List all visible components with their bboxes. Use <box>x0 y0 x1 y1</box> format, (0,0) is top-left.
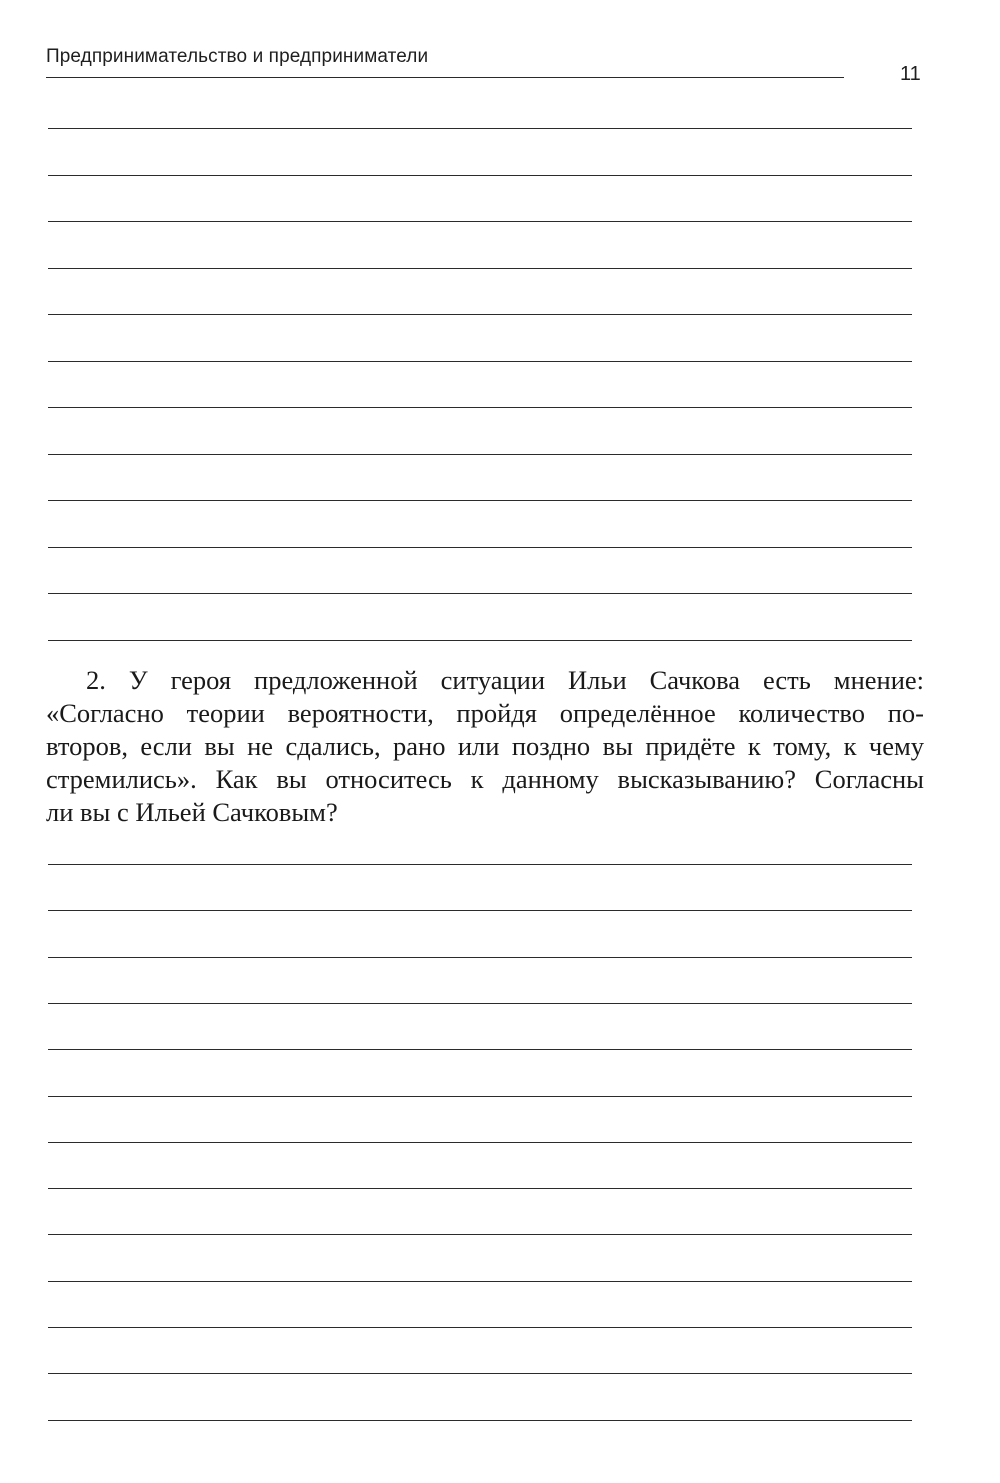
answer-line[interactable] <box>48 128 912 129</box>
answer-line[interactable] <box>48 175 912 176</box>
question-line: второв, если вы не сдались, рано или поздно вы придёте к тому, к чему <box>46 731 924 761</box>
question-2 <box>46 664 924 829</box>
answer-line[interactable] <box>48 268 912 269</box>
answer-line[interactable] <box>48 593 912 594</box>
answer-line[interactable] <box>48 1142 912 1143</box>
page-number: 11 <box>900 63 921 85</box>
answer-line[interactable] <box>48 1281 912 1282</box>
answer-line[interactable] <box>48 361 912 362</box>
answer-line[interactable] <box>48 1188 912 1189</box>
answer-line[interactable] <box>48 640 912 641</box>
answer-line[interactable] <box>48 957 912 958</box>
answer-line[interactable] <box>48 407 912 408</box>
answer-line[interactable] <box>48 864 912 865</box>
answer-line[interactable] <box>48 500 912 501</box>
answer-line[interactable] <box>48 547 912 548</box>
answer-line[interactable] <box>48 454 912 455</box>
question-line: стремились». Как вы относитесь к данному высказыванию? Согласны <box>46 764 924 794</box>
answer-line[interactable] <box>48 1373 912 1374</box>
answer-line[interactable] <box>48 221 912 222</box>
question-line: ли вы с Ильей Сачковым? <box>46 797 338 827</box>
question-line: «Согласно теории вероятности, пройдя определённое количество по- <box>46 698 924 728</box>
answer-line[interactable] <box>48 314 912 315</box>
answer-line[interactable] <box>48 1234 912 1235</box>
question-line: 2. У героя предложенной ситуации Ильи Сачкова есть мнение: <box>86 665 924 695</box>
answer-line[interactable] <box>48 1003 912 1004</box>
running-head: Предпринимательство и предприниматели <box>46 46 429 67</box>
header-rule <box>46 77 844 78</box>
answer-line[interactable] <box>48 1420 912 1421</box>
answer-line[interactable] <box>48 1049 912 1050</box>
answer-line[interactable] <box>48 1096 912 1097</box>
answer-line[interactable] <box>48 1327 912 1328</box>
answer-line[interactable] <box>48 910 912 911</box>
